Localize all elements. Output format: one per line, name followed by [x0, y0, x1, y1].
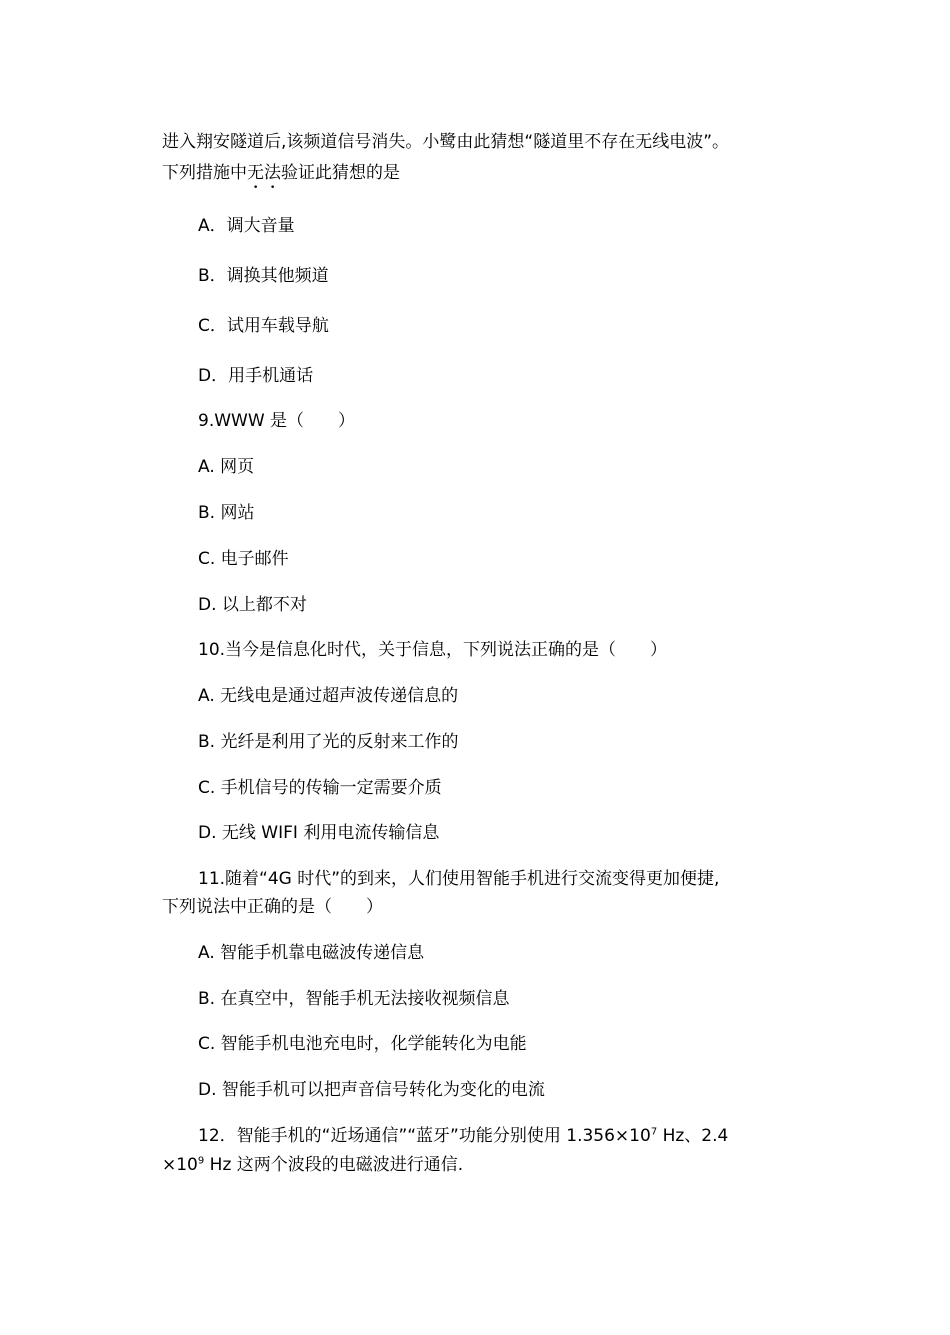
q11-option-d: D. 智能手机可以把声音信号转化为变化的电流 [198, 1080, 545, 1100]
q8-option-c: C．试用车载导航 [198, 316, 329, 336]
q12-text-cont: Hz、2.4 [657, 1126, 729, 1146]
q10-option-b: B. 光纤是利用了光的反射来工作的 [198, 732, 459, 752]
exponent-2: 9 [197, 1155, 205, 1167]
q12-text-2: ×10 [162, 1155, 198, 1175]
q11-stem-line-1: 11.随着“4G 时代”的到来，人们使用智能手机进行交流变得更加便捷, [198, 869, 720, 889]
q9-option-b: B. 网站 [198, 503, 255, 523]
q12-stem-line-1 [198, 1124, 728, 1148]
q12-stem-line-2 [162, 1153, 463, 1177]
q11-option-c: C. 智能手机电池充电时，化学能转化为电能 [198, 1034, 527, 1054]
q11-stem-line-2: 下列说法中正确的是（ ） [162, 897, 383, 917]
q8-stem-line-1: 进入翔安隧道后,该频道信号消失。小鹭由此猜想“隧道里不存在无线电波”。 [162, 132, 730, 152]
q8-option-d: D．用手机通话 [198, 366, 314, 386]
emphasized-word: 无法 [247, 163, 281, 183]
q8-stem-text: 下列措施中 [162, 163, 247, 183]
q8-option-a: A．调大音量 [198, 216, 295, 236]
q10-option-c: C. 手机信号的传输一定需要介质 [198, 778, 442, 798]
q11-option-a: A. 智能手机靠电磁波传递信息 [198, 943, 425, 963]
q8-option-b: B．调换其他频道 [198, 266, 329, 286]
q8-stem-line-2 [162, 161, 400, 193]
q9-option-a: A. 网页 [198, 457, 255, 477]
q10-option-d: D. 无线 WIFI 利用电流传输信息 [198, 823, 440, 843]
q8-stem-text-end: 验证此猜想的是 [281, 163, 400, 183]
q9-option-c: C. 电子邮件 [198, 549, 289, 569]
exponent: 7 [650, 1126, 658, 1138]
q9-option-d: D. 以上都不对 [198, 595, 307, 615]
q10-option-a: A. 无线电是通过超声波传递信息的 [198, 686, 459, 706]
q10-stem: 10.当今是信息化时代，关于信息，下列说法正确的是（ ） [198, 640, 668, 660]
q12-text-2-cont: Hz 这两个波段的电磁波进行通信. [204, 1155, 464, 1175]
q12-text: 12．智能手机的“近场通信”“蓝牙”功能分别使用 1.356×10 [198, 1126, 651, 1146]
q11-option-b: B. 在真空中，智能手机无法接收视频信息 [198, 989, 510, 1009]
q9-stem: 9.WWW 是（ ） [198, 411, 356, 431]
